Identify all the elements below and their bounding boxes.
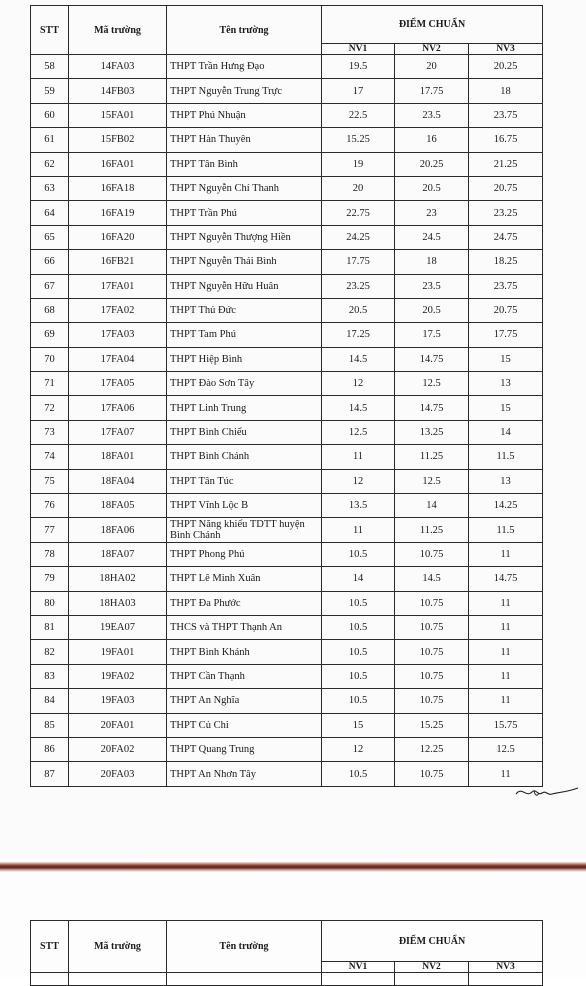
signature-mark xyxy=(512,776,582,806)
cell-ten-truong: THPT Củ Chi xyxy=(167,713,322,737)
cell-stt: 75 xyxy=(31,469,69,493)
cell-stt: 73 xyxy=(31,420,69,444)
cell-stt: 62 xyxy=(31,152,69,176)
cell-nv3: 24.75 xyxy=(469,225,543,249)
table-row xyxy=(31,689,543,713)
cell-stt: 58 xyxy=(31,55,69,79)
cell-nv3: 14 xyxy=(469,420,543,444)
table-row xyxy=(31,469,543,493)
cell-nv3: 11 xyxy=(469,664,543,688)
cell-ma-truong: 18FA05 xyxy=(69,494,167,518)
cell-stt: 76 xyxy=(31,494,69,518)
cell-nv1: 22.5 xyxy=(322,103,395,127)
cell-ten-truong: THPT Nguyễn Thái Bình xyxy=(167,250,322,274)
cell-ten-truong: THPT Tam Phú xyxy=(167,323,322,347)
table-row xyxy=(31,542,543,566)
table-row xyxy=(31,176,543,200)
cell-stt: 66 xyxy=(31,250,69,274)
cell-ma-truong: 20FA02 xyxy=(69,737,167,761)
cell-nv2: 16 xyxy=(395,128,469,152)
cell-nv2: 17.5 xyxy=(395,323,469,347)
cell-nv2: 10.75 xyxy=(395,640,469,664)
header-nv1: NV1 xyxy=(322,44,395,55)
header-ten-truong: Tên trường xyxy=(167,6,322,55)
cell-nv3: 11.5 xyxy=(469,445,543,469)
cell-nv1: 12 xyxy=(322,372,395,396)
cell-ten-truong: THPT Nguyễn Hữu Huân xyxy=(167,274,322,298)
table-row xyxy=(31,567,543,591)
cell-stt: 83 xyxy=(31,664,69,688)
cell-ten-truong: THPT Quang Trung xyxy=(167,737,322,761)
cell-stt: 74 xyxy=(31,445,69,469)
table-row xyxy=(31,79,543,103)
cell-nv2: 10.75 xyxy=(395,542,469,566)
cell-nv1: 10.5 xyxy=(322,664,395,688)
cell-stt: 86 xyxy=(31,737,69,761)
cell-ma-truong: 14FA03 xyxy=(69,55,167,79)
cell-ten-truong: THPT Năng khiếu TDTT huyện Bình Chánh xyxy=(167,518,322,542)
cell-nv1: 15 xyxy=(322,713,395,737)
cell-ma-truong: 17FA01 xyxy=(69,274,167,298)
cell-nv3: 11 xyxy=(469,762,543,786)
cell-nv1: 14.5 xyxy=(322,396,395,420)
cell-nv2: 17.75 xyxy=(395,79,469,103)
cell-nv3: 11.5 xyxy=(469,518,543,542)
cell-stt: 72 xyxy=(31,396,69,420)
cell-nv3: 11 xyxy=(469,615,543,639)
table-row xyxy=(31,518,543,542)
header-ma-truong: Mã trường xyxy=(69,921,167,973)
table-row xyxy=(31,298,543,322)
cell-ma-truong: 19FA03 xyxy=(69,689,167,713)
cell-nv1: 15.25 xyxy=(322,128,395,152)
cell-nv2: 12.5 xyxy=(395,372,469,396)
cell-stt: 69 xyxy=(31,323,69,347)
cell-nv2: 12.25 xyxy=(395,737,469,761)
cell-nv1: 14 xyxy=(322,567,395,591)
cell-ten-truong: THPT Hàn Thuyên xyxy=(167,128,322,152)
cell-ma-truong: 18FA06 xyxy=(69,518,167,542)
cell-ma-truong: 15FA01 xyxy=(69,103,167,127)
cell-nv3: 18 xyxy=(469,79,543,103)
cell-stt: 61 xyxy=(31,128,69,152)
header-ma-truong: Mã trường xyxy=(69,6,167,55)
cell-stt: 70 xyxy=(31,347,69,371)
cell-nv1: 20 xyxy=(322,176,395,200)
cell-ten-truong: THPT Bình Khánh xyxy=(167,640,322,664)
cell-nv3: 21.25 xyxy=(469,152,543,176)
cell-nv2: 10.75 xyxy=(395,591,469,615)
cell-nv3: 13 xyxy=(469,469,543,493)
header-nv1: NV1 xyxy=(322,962,395,973)
cell-ma-truong: 17FA05 xyxy=(69,372,167,396)
table-row xyxy=(31,420,543,444)
cell-nv1: 11 xyxy=(322,518,395,542)
table-row xyxy=(31,494,543,518)
cell-nv3: 20.75 xyxy=(469,298,543,322)
table-row xyxy=(31,372,543,396)
cell-nv3: 11 xyxy=(469,689,543,713)
cell-nv1: 22.75 xyxy=(322,201,395,225)
cell-ten-truong: THPT Phong Phú xyxy=(167,542,322,566)
score-table-continued xyxy=(30,920,543,986)
cell-stt: 60 xyxy=(31,103,69,127)
cell-nv1: 24.25 xyxy=(322,225,395,249)
cell-nv3: 11 xyxy=(469,640,543,664)
cell-nv3: 23.75 xyxy=(469,274,543,298)
cell-nv3: 15 xyxy=(469,347,543,371)
cell-nv1: 19 xyxy=(322,152,395,176)
cell-nv1: 17.75 xyxy=(322,250,395,274)
cell-nv2: 23.5 xyxy=(395,274,469,298)
cell-ma-truong: 15FB02 xyxy=(69,128,167,152)
table-row xyxy=(31,445,543,469)
cell-ma-truong: 17FA02 xyxy=(69,298,167,322)
cell-stt: 84 xyxy=(31,689,69,713)
cell-ma-truong: 17FA04 xyxy=(69,347,167,371)
cell-nv1: 23.25 xyxy=(322,274,395,298)
cell-nv3: 15.75 xyxy=(469,713,543,737)
header-diem-chuan: ĐIỂM CHUẨN xyxy=(322,921,543,962)
cell-ten-truong: THPT An Nhơn Tây xyxy=(167,762,322,786)
cell-ten-truong: THPT Trần Phú xyxy=(167,201,322,225)
cell-nv2: 20 xyxy=(395,55,469,79)
cell-nv2: 18 xyxy=(395,250,469,274)
table-row xyxy=(31,640,543,664)
cell-ten-truong: THPT Tân Túc xyxy=(167,469,322,493)
header-ten-truong: Tên trường xyxy=(167,921,322,973)
cell-nv1: 10.5 xyxy=(322,640,395,664)
table-row xyxy=(31,55,543,79)
cell-nv3: 23.25 xyxy=(469,201,543,225)
cell-nv2: 20.25 xyxy=(395,152,469,176)
cell-nv1: 14.5 xyxy=(322,347,395,371)
cell-nv1: 17 xyxy=(322,79,395,103)
table-row xyxy=(31,250,543,274)
cell-stt: 71 xyxy=(31,372,69,396)
header-nv3: NV3 xyxy=(469,44,543,55)
cell-nv2: 14.75 xyxy=(395,396,469,420)
table-row xyxy=(31,713,543,737)
cell-nv1: 11 xyxy=(322,445,395,469)
cell-ten-truong: THPT Đa Phước xyxy=(167,591,322,615)
cell-nv2: 10.75 xyxy=(395,689,469,713)
cell-stt: 63 xyxy=(31,176,69,200)
cell-ma-truong: 18FA07 xyxy=(69,542,167,566)
table-row xyxy=(31,103,543,127)
cell-ma-truong: 16FA01 xyxy=(69,152,167,176)
cell-nv2: 24.5 xyxy=(395,225,469,249)
table-row xyxy=(31,347,543,371)
cell-nv3: 14.75 xyxy=(469,567,543,591)
score-table xyxy=(30,5,543,787)
cell-nv1: 17.25 xyxy=(322,323,395,347)
cell-stt: 67 xyxy=(31,274,69,298)
cell-ma-truong: 17FA07 xyxy=(69,420,167,444)
cell-ma-truong: 18FA01 xyxy=(69,445,167,469)
cell-nv2: 23 xyxy=(395,201,469,225)
cell-ma-truong: 19FA01 xyxy=(69,640,167,664)
cell-stt: 80 xyxy=(31,591,69,615)
cell-nv2: 23.5 xyxy=(395,103,469,127)
cell-ma-truong: 17FA06 xyxy=(69,396,167,420)
table-row xyxy=(31,225,543,249)
cell-ten-truong: THPT An Nghĩa xyxy=(167,689,322,713)
cell-ten-truong: THPT Phú Nhuận xyxy=(167,103,322,127)
cell-nv1: 10.5 xyxy=(322,542,395,566)
cell-nv2: 10.75 xyxy=(395,762,469,786)
header-stt: STT xyxy=(31,921,69,973)
cell-nv3: 13 xyxy=(469,372,543,396)
cell-ma-truong: 16FA19 xyxy=(69,201,167,225)
cell-ma-truong: 16FA18 xyxy=(69,176,167,200)
cell-stt: 59 xyxy=(31,79,69,103)
cell-nv2: 14.75 xyxy=(395,347,469,371)
cell-nv1: 10.5 xyxy=(322,615,395,639)
cell-ten-truong: THPT Nguyễn Thượng Hiền xyxy=(167,225,322,249)
cell-ten-truong: THPT Tân Bình xyxy=(167,152,322,176)
cell-nv3: 17.75 xyxy=(469,323,543,347)
header-nv2: NV2 xyxy=(395,962,469,973)
cell-ten-truong: THPT Cần Thạnh xyxy=(167,664,322,688)
cell-nv3: 14.25 xyxy=(469,494,543,518)
cell-stt: 81 xyxy=(31,615,69,639)
cell-nv1: 10.5 xyxy=(322,689,395,713)
cell-nv1: 13.5 xyxy=(322,494,395,518)
cell-nv2: 20.5 xyxy=(395,176,469,200)
cell-nv1: 12 xyxy=(322,469,395,493)
cell-nv1: 20.5 xyxy=(322,298,395,322)
cell-ma-truong: 19EA07 xyxy=(69,615,167,639)
table-row xyxy=(31,737,543,761)
page-divider xyxy=(0,862,586,872)
cell-nv2: 10.75 xyxy=(395,615,469,639)
cell-stt: 64 xyxy=(31,201,69,225)
header-nv3: NV3 xyxy=(469,962,543,973)
cell-ma-truong: 17FA03 xyxy=(69,323,167,347)
cell-stt: 87 xyxy=(31,762,69,786)
table-row xyxy=(31,323,543,347)
table-row xyxy=(31,274,543,298)
cell-ma-truong: 18HA03 xyxy=(69,591,167,615)
cell-ma-truong: 16FB21 xyxy=(69,250,167,274)
cell-ten-truong: THPT Vĩnh Lộc B xyxy=(167,494,322,518)
cell-stt: 82 xyxy=(31,640,69,664)
cell-ten-truong: THPT Hiệp Bình xyxy=(167,347,322,371)
table-row xyxy=(31,396,543,420)
cell-nv3: 20.25 xyxy=(469,55,543,79)
cell-stt: 79 xyxy=(31,567,69,591)
cell-nv2: 11.25 xyxy=(395,518,469,542)
cell-ma-truong: 16FA20 xyxy=(69,225,167,249)
cell-nv2: 14.5 xyxy=(395,567,469,591)
cell-ten-truong: THPT Bình Chánh xyxy=(167,445,322,469)
cell-ma-truong: 19FA02 xyxy=(69,664,167,688)
cell-nv2: 14 xyxy=(395,494,469,518)
cell-ten-truong: THPT Nguyễn Trung Trực xyxy=(167,79,322,103)
cell-ten-truong: THPT Bình Chiểu xyxy=(167,420,322,444)
cell-nv2: 13.25 xyxy=(395,420,469,444)
cell-nv3: 15 xyxy=(469,396,543,420)
cell-ten-truong: THPT Trần Hưng Đạo xyxy=(167,55,322,79)
cell-nv3: 16.75 xyxy=(469,128,543,152)
cell-ma-truong: 18HA02 xyxy=(69,567,167,591)
cell-ten-truong: THPT Đào Sơn Tây xyxy=(167,372,322,396)
cell-nv3: 23.75 xyxy=(469,103,543,127)
header-stt: STT xyxy=(31,6,69,55)
cell-nv3: 20.75 xyxy=(469,176,543,200)
cell-ma-truong: 20FA03 xyxy=(69,762,167,786)
cell-ten-truong: THPT Lê Minh Xuân xyxy=(167,567,322,591)
cell-nv1: 19.5 xyxy=(322,55,395,79)
cell-nv1: 10.5 xyxy=(322,762,395,786)
table-row xyxy=(31,201,543,225)
cell-nv2: 20.5 xyxy=(395,298,469,322)
cell-stt: 65 xyxy=(31,225,69,249)
cell-nv2: 10.75 xyxy=(395,664,469,688)
header-nv2: NV2 xyxy=(395,44,469,55)
cell-nv3: 12.5 xyxy=(469,737,543,761)
table-row xyxy=(31,615,543,639)
cell-ten-truong: THPT Nguyễn Chí Thanh xyxy=(167,176,322,200)
cell-nv3: 18.25 xyxy=(469,250,543,274)
cell-nv2: 12.5 xyxy=(395,469,469,493)
table-row xyxy=(31,152,543,176)
cell-ma-truong: 14FB03 xyxy=(69,79,167,103)
table-row xyxy=(31,762,543,786)
cell-nv1: 12 xyxy=(322,737,395,761)
cell-ma-truong: 20FA01 xyxy=(69,713,167,737)
cell-ten-truong: THPT Thủ Đức xyxy=(167,298,322,322)
cell-nv3: 11 xyxy=(469,591,543,615)
cell-stt: 85 xyxy=(31,713,69,737)
cell-nv1: 10.5 xyxy=(322,591,395,615)
cell-stt: 68 xyxy=(31,298,69,322)
cell-ma-truong: 18FA04 xyxy=(69,469,167,493)
cell-nv2: 11.25 xyxy=(395,445,469,469)
cell-ten-truong: THPT Linh Trung xyxy=(167,396,322,420)
cell-nv3: 11 xyxy=(469,542,543,566)
cell-nv2: 15.25 xyxy=(395,713,469,737)
cell-stt: 78 xyxy=(31,542,69,566)
cell-nv1: 12.5 xyxy=(322,420,395,444)
table-row xyxy=(31,664,543,688)
table-row xyxy=(31,128,543,152)
cell-ten-truong: THCS và THPT Thạnh An xyxy=(167,615,322,639)
table-row xyxy=(31,591,543,615)
cell-stt: 77 xyxy=(31,518,69,542)
header-diem-chuan: ĐIỂM CHUẨN xyxy=(322,6,543,44)
